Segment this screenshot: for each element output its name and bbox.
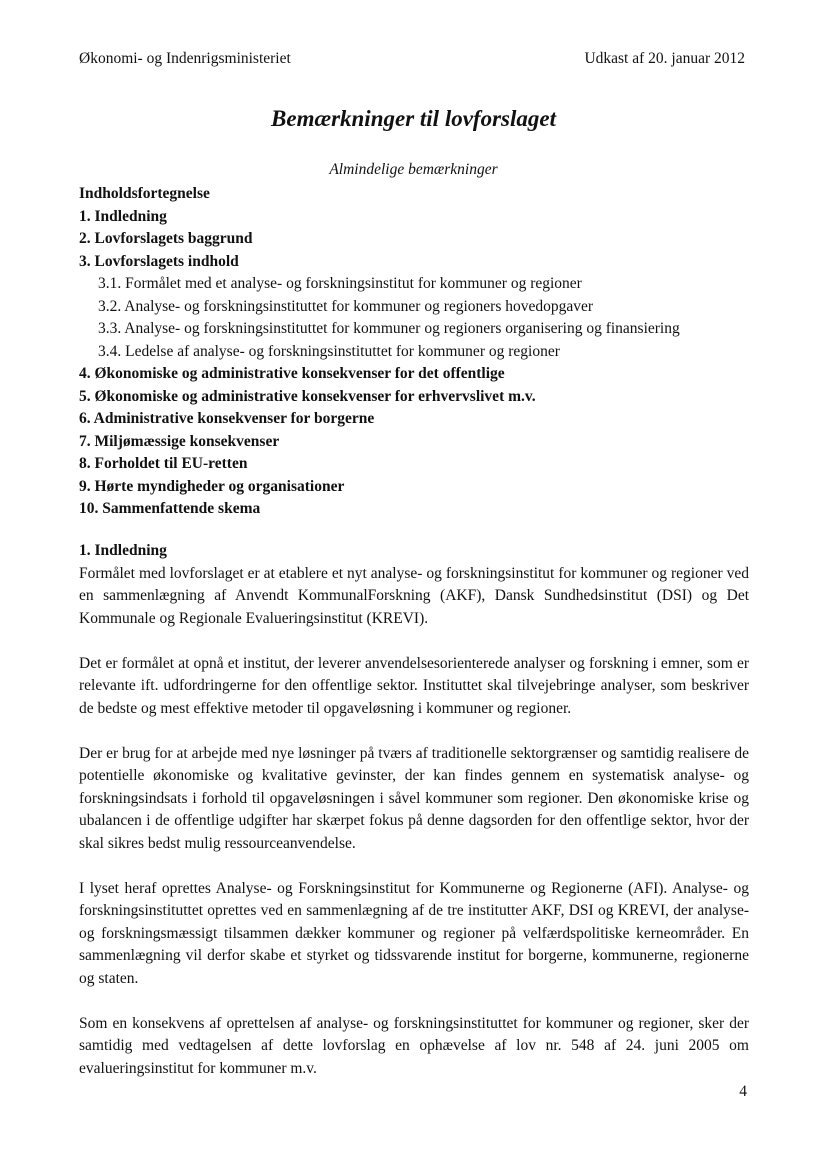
toc-subitem: 3.2. Analyse- og forskningsinstituttet for kommuner og regioners hovedopgaver (98, 297, 594, 315)
document-title: Bemærkninger til lovforslaget (271, 106, 556, 131)
toc-subitem: 3.1. Formålet med et analyse- og forskningsinstitut for kommuner og regioner (98, 275, 582, 292)
toc-item: 7. Miljømæssige konsekvenser (79, 432, 280, 450)
toc-item: 1. Indledning (79, 207, 167, 225)
toc-item: 3. Lovforslagets indhold (79, 252, 239, 270)
toc-subitem: 3.4. Ledelse af analyse- og forskningsinstituttet for kommuner og regioner (98, 342, 560, 360)
table-of-contents (79, 183, 749, 521)
toc-item: 6. Administrative konsekvenser for borgerne (79, 410, 375, 427)
section-indledning (79, 540, 749, 1103)
header-draft-date: Udkast af 20. januar 2012 (584, 50, 745, 67)
toc-item: 5. Økonomiske og administrative konsekvenser for erhvervslivet m.v. (79, 387, 536, 405)
header-ministry: Økonomi- og Indenrigsministeriet (79, 50, 291, 67)
toc-item: 10. Sammenfattende skema (79, 500, 261, 517)
body-paragraph: Formålet med lovforslaget er at etablere et nyt analyse- og forskningsinstitut for kommuner og regioner ved en sammenlægning af Anvendt KommunalForskning (AKF), Dansk Sundhedsinstitut (DSI) og Det Kommunale og Regionale Evalueringsinstitut (KREVI). (79, 564, 749, 627)
section-heading: 1. Indledning (79, 542, 167, 559)
toc-item: 2. Lovforslagets baggrund (79, 230, 253, 247)
toc-item: 4. Økonomiske og administrative konsekvenser for det offentlige (79, 365, 505, 382)
body-paragraph: Der er brug for at arbejde med nye løsninger på tværs af traditionelle sektorgrænser og samtidig realisere de potentielle økonomiske og kvalitative gevinster, der kan findes gennem en systematisk analyse- og forskningsindsats i forhold til opgaveløsningen i såvel kommuner som regioner. Den økonomiske krise og ubalancen i de offentlige udgifter har skærpet fokus på denne dagsorden for den offentlige sektor, hvor der skal sikres bedst mulig ressourceanvendelse. (79, 744, 749, 852)
toc-heading: Indholdsfortegnelse (79, 185, 210, 202)
body-paragraph: Det er formålet at opnå et institut, der leverer anvendelsesorienterede analyser og forskning i emner, som er relevante ift. udfordringerne for den offentlige sektor. Instituttet skal tilvejebringe analyser, som beskriver de bedste og mest effektive metoder til opgaveløsning i kommuner og regioner. (79, 654, 749, 717)
toc-item: 9. Hørte myndigheder og organisationer (79, 477, 345, 495)
body-paragraph: Som en konsekvens af oprettelsen af analyse- og forskningsinstituttet for kommuner og regioner, sker der samtidig med vedtagelsen af dette lovforslag en ophævelse af lov nr. 548 af 24. juni 2005 om evalueringsinstitut for kommuner m.v. (79, 1014, 749, 1077)
document-subtitle: Almindelige bemærkninger (329, 161, 498, 178)
toc-subitem: 3.3. Analyse- og forskningsinstituttet for kommuner og regioners organisering og finansiering (98, 320, 680, 337)
page-number: 4 (739, 1083, 747, 1100)
body-paragraph: I lyset heraf oprettes Analyse- og Forskningsinstitut for Kommunerne og Regionerne (AFI). Analyse- og forskningsinstituttet oprettes ved en sammenlægning af de tre institutter AKF, DSI og KREVI, der analyse- og forskningsmæssigt tilsammen dækker kommuner og regioner på velfærdspolitiske kerneområder. En sammenlægning vil derfor skabe et styrket og tidssvarende institut for borgerne, kommunerne, regionerne og staten. (79, 879, 749, 987)
toc-item: 8. Forholdet til EU-retten (79, 455, 248, 472)
